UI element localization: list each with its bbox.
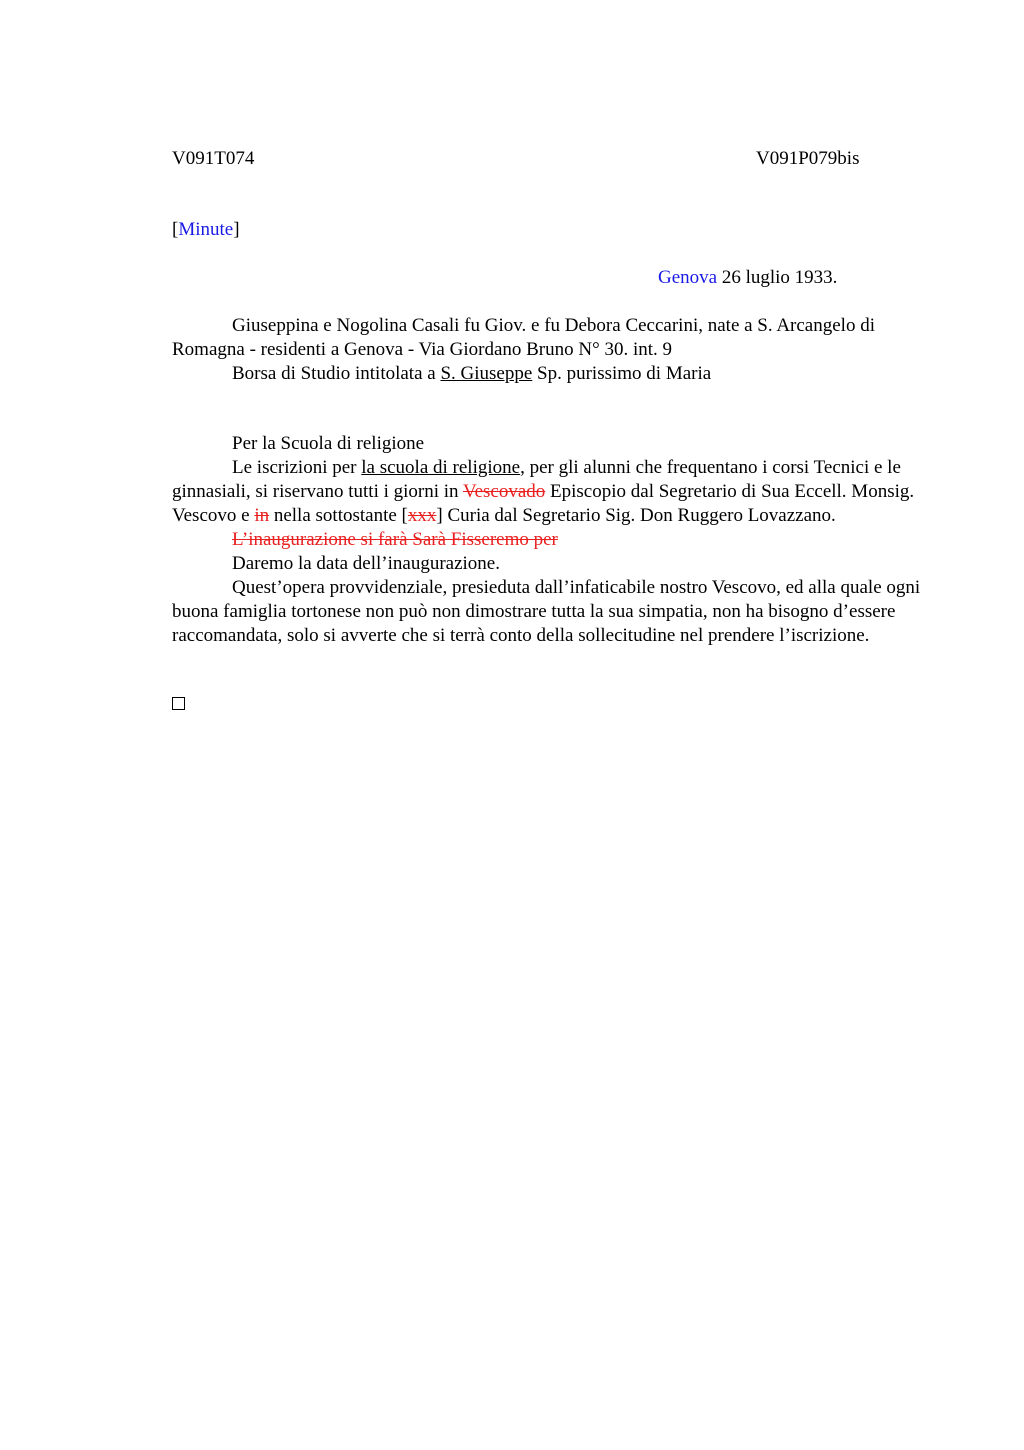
deleted-line: [172, 528, 932, 552]
end-square-icon: [172, 697, 185, 710]
scholarship-name: S. Giuseppe: [440, 363, 533, 384]
scholarship-text-end: Sp. purissimo di Maria: [532, 363, 712, 384]
paragraph-iscrizioni: [172, 456, 932, 528]
reference-code-right: V091P079bis: [756, 148, 860, 169]
bracket-close: ]: [233, 219, 240, 240]
reference-code-left: V091T074: [172, 148, 255, 169]
addressee-line: Giuseppina e Nogolina Casali fu Giov. e fu Debora Ceccarini, nate a S. Arcangelo di Romagna - residenti a Genova - Via Giordano Bruno N° 30. int. 9: [172, 315, 875, 360]
text-run: ] Curia dal Segretario Sig. Don Ruggero Lovazzano.: [436, 505, 836, 526]
text-run: Episcopio dal Segretario di Sua Eccell. Monsig. Vescovo e: [172, 481, 915, 526]
section-heading: Per la Scuola di religione: [232, 433, 425, 454]
deleted-text: Vescovado: [462, 481, 546, 502]
dateline-date: 26 luglio 1933.: [717, 267, 838, 288]
scholarship-line: [172, 362, 932, 386]
scholarship-text: Borsa di Studio intitolata a: [232, 363, 441, 384]
minute-label: [172, 218, 240, 242]
text-run: , per gli alunni che frequentano i corsi Tecnici e le ginnasiali, si riservano tutti i giorni in: [172, 457, 901, 502]
text-run: nella sottostante [: [269, 505, 408, 526]
minute-text: Minute: [178, 219, 234, 240]
paragraph-inaugurazione: Daremo la data dell’inaugurazione.: [232, 553, 500, 574]
body-block: [172, 432, 932, 648]
dateline: [658, 266, 837, 290]
dateline-place: Genova: [658, 267, 718, 288]
deleted-text: xxx: [407, 505, 437, 526]
addressee-block: [172, 314, 932, 386]
paragraph-opera: Quest’opera provvidenziale, presieduta dall’infaticabile nostro Vescovo, ed alla quale ogni buona famiglia tortonese non può non dimostrare tutta la sua simpatia, non ha bisogno d’essere raccomandata, solo si avverte che si terrà conto della sollecitudine nel prendere l’iscrizione.: [172, 577, 921, 646]
text-run: Le iscrizioni per: [232, 457, 362, 478]
deleted-text: L’inaugurazione si farà Sarà Fisseremo per: [232, 529, 558, 550]
deleted-text: in: [254, 505, 270, 526]
bracket-open: [: [172, 219, 179, 240]
underlined-text: la scuola di religione: [361, 457, 521, 478]
